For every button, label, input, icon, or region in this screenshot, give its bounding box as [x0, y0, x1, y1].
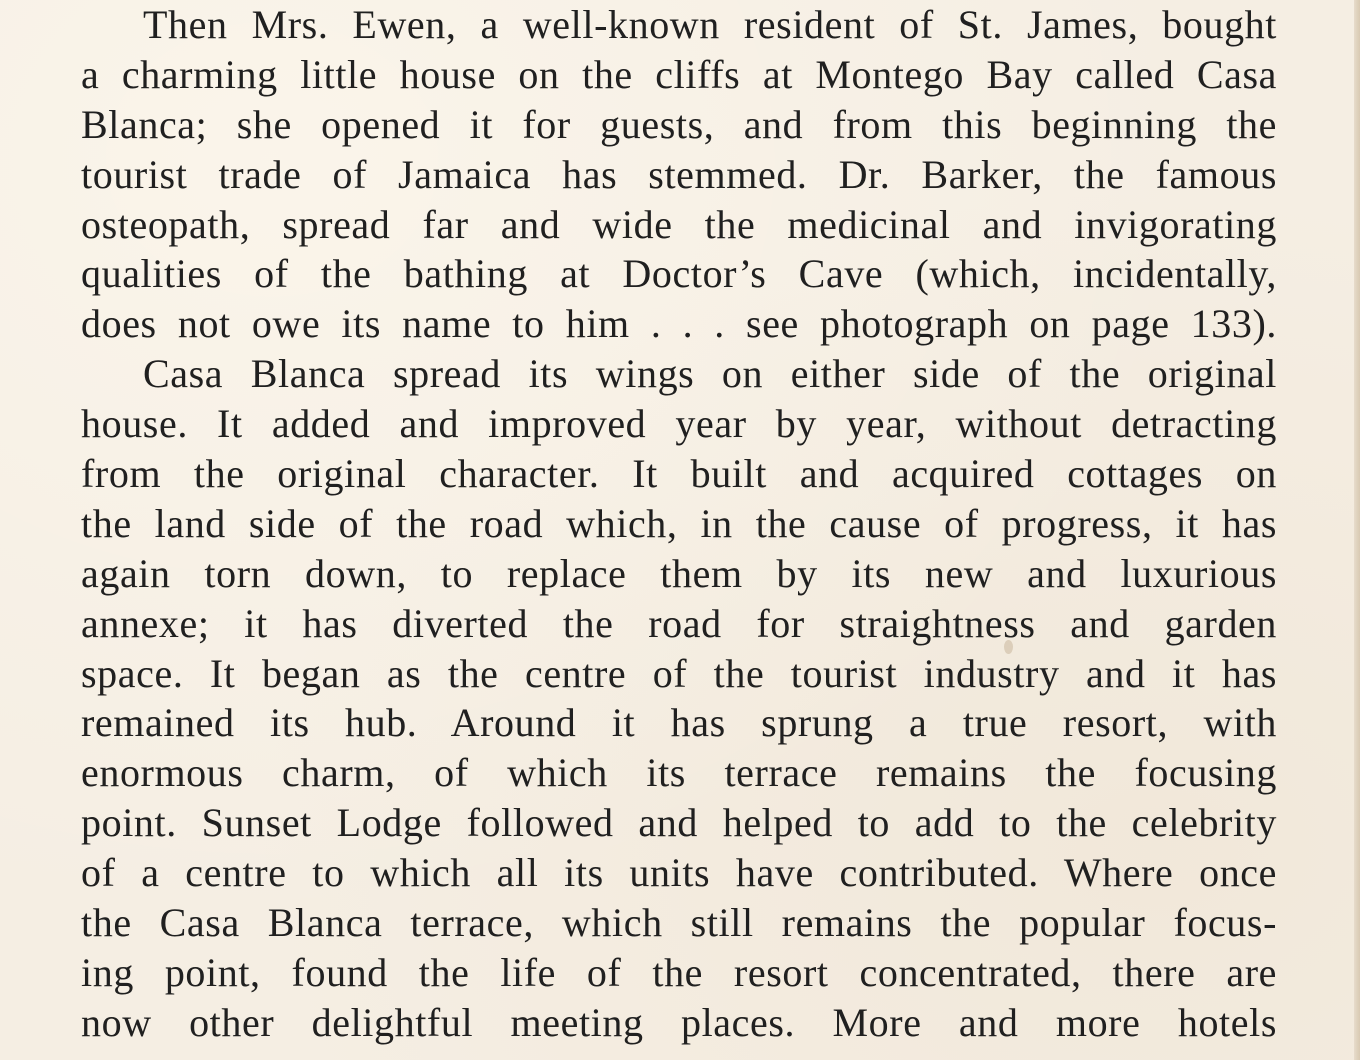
text-line: point. Sunset Lodge followed and helped to add to the celebrity [81, 800, 1277, 846]
text-line: a charming little house on the cliffs at Montego Bay called Casa [81, 51, 1277, 97]
text-line: osteopath, spread far and wide the medicinal and invigorating [81, 201, 1277, 247]
text-line: does not owe its name to him . . . see photograph on page 133). [81, 301, 1277, 347]
text-line: annexe; it has diverted the road for straightness and garden [81, 600, 1277, 646]
text-line: remained its hub. Around it has sprung a true resort, with [81, 700, 1277, 746]
text-line: the land side of the road which, in the cause of progress, it has [81, 500, 1277, 546]
text-line: from the original character. It built and acquired cottages on [81, 451, 1277, 497]
text-line: Blanca; she opened it for guests, and from this beginning the [81, 101, 1277, 147]
body-text [81, 0, 1277, 1048]
text-line: qualities of the bathing at Doctor’s Cave (which, incidentally, [81, 251, 1277, 297]
text-line: the Casa Blanca terrace, which still remains the popular focus- [81, 900, 1277, 946]
text-line: ing point, found the life of the resort concentrated, there are [81, 949, 1277, 995]
text-line: house. It added and improved year by year, without detracting [81, 401, 1277, 447]
text-line: now other delightful meeting places. More and more hotels [81, 999, 1277, 1045]
text-line: Casa Blanca spread its wings on either side of the original [143, 351, 1277, 397]
page-edge-shadow [1354, 0, 1360, 1060]
text-line: Then Mrs. Ewen, a well-known resident of St. James, bought [143, 2, 1277, 47]
text-line: tourist trade of Jamaica has stemmed. Dr. Barker, the famous [81, 151, 1277, 197]
paragraph-2 [81, 349, 1277, 1047]
paragraph-1 [81, 0, 1277, 349]
text-line: again torn down, to replace them by its new and luxurious [81, 550, 1277, 596]
text-line: enormous charm, of which its terrace remains the focusing [81, 750, 1277, 796]
text-line: of a centre to which all its units have contributed. Where once [81, 850, 1277, 896]
text-line: space. It began as the centre of the tourist industry and it has [81, 650, 1277, 696]
